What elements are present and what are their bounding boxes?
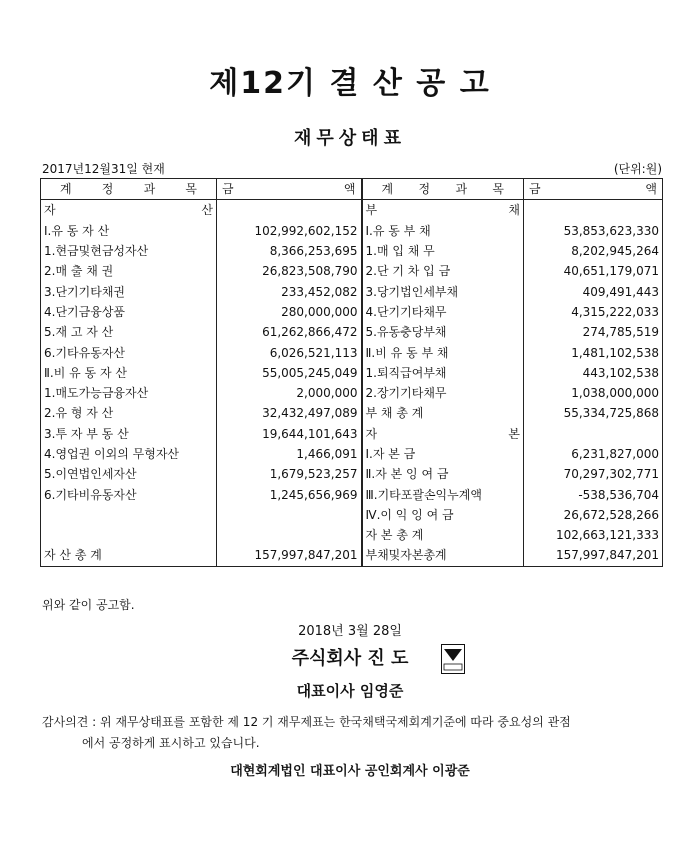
table-row xyxy=(41,261,663,281)
left-amount-cell: 2,000,000 xyxy=(217,383,362,403)
auditor-signature: 대현회계법인 대표이사 공인회계사 이광준 xyxy=(230,764,470,779)
section-label: 채 xyxy=(508,203,520,218)
right-account-cell: Ⅰ.자 본 금 xyxy=(362,444,524,464)
left-account-cell: 3.단기기타채권 xyxy=(41,281,217,301)
table-row xyxy=(41,545,663,566)
right-amount-cell: 26,672,528,266 xyxy=(524,505,663,525)
footnote: 위와 같이 공고함. xyxy=(42,598,135,612)
right-amount-cell: 443,102,538 xyxy=(524,363,663,383)
right-account-cell: 부채및자본총계 xyxy=(362,545,524,566)
company-name: 주식회사 진 도 xyxy=(291,648,409,669)
column-header-amount xyxy=(217,179,362,200)
right-amount-cell: 53,853,623,330 xyxy=(524,221,663,241)
right-amount-cell: 1,481,102,538 xyxy=(524,342,663,362)
left-account-cell: 자 산 총 계 xyxy=(41,545,217,566)
left-amount-cell: 1,679,523,257 xyxy=(217,464,362,484)
section-label: 부 xyxy=(365,203,378,218)
table-row xyxy=(41,363,663,383)
right-account-cell: 부 채 총 계 xyxy=(362,403,524,423)
header-char: 금 xyxy=(222,182,234,197)
company-seal-icon xyxy=(441,644,465,674)
right-amount-cell: 409,491,443 xyxy=(524,281,663,301)
audit-opinion-line-1: 감사의견 : 위 재무상태표를 포함한 제 12 기 재무제표는 한국채택국제회계기준에 따라 중요성의 관점 xyxy=(42,715,571,729)
left-account-cell xyxy=(41,505,217,525)
header-char: 계 xyxy=(60,182,72,197)
left-amount-cell xyxy=(217,525,362,545)
left-account-cell: 6.기타비유동자산 xyxy=(41,484,217,504)
right-account-cell xyxy=(362,200,524,221)
left-amount-cell: 32,432,497,089 xyxy=(217,403,362,423)
left-amount-cell: 233,452,082 xyxy=(217,281,362,301)
right-account-cell: 4.단기기타채무 xyxy=(362,302,524,322)
table-header-row xyxy=(41,179,663,200)
header-char: 계 xyxy=(381,182,394,197)
right-account-cell xyxy=(362,424,524,444)
table-row xyxy=(41,241,663,261)
left-amount-cell: 280,000,000 xyxy=(217,302,362,322)
table-row xyxy=(41,424,663,444)
left-account-cell: 5.재 고 자 산 xyxy=(41,322,217,342)
right-account-cell: 자 본 총 계 xyxy=(362,525,524,545)
left-amount-cell: 6,026,521,113 xyxy=(217,342,362,362)
left-account-cell: 4.영업권 이외의 무형자산 xyxy=(41,444,217,464)
header-char: 과 xyxy=(143,182,156,197)
right-amount-cell: 274,785,519 xyxy=(524,322,663,342)
table-row xyxy=(41,403,663,423)
right-amount-cell xyxy=(524,424,663,444)
left-amount-cell: 61,262,866,472 xyxy=(217,322,362,342)
table-row xyxy=(41,525,663,545)
left-account-cell: 5.이연법인세자산 xyxy=(41,464,217,484)
right-account-cell: 1.퇴직급여부채 xyxy=(362,363,524,383)
header-char: 정 xyxy=(101,182,114,197)
table-row xyxy=(41,484,663,504)
header-char: 액 xyxy=(343,182,356,197)
left-account-cell: 6.기타유동자산 xyxy=(41,342,217,362)
right-amount-cell: 1,038,000,000 xyxy=(524,383,663,403)
unit-label: (단위:원) xyxy=(613,162,662,176)
announcement-title: 제12기 결 산 공 고 xyxy=(209,66,491,101)
left-account-cell: 2.매 출 채 권 xyxy=(41,261,217,281)
right-amount-cell: 4,315,222,033 xyxy=(524,302,663,322)
table-row xyxy=(41,322,663,342)
right-account-cell: Ⅱ.비 유 동 부 채 xyxy=(362,342,524,362)
table-row xyxy=(41,342,663,362)
table-row xyxy=(41,281,663,301)
header-char: 목 xyxy=(492,182,504,197)
table-row xyxy=(41,444,663,464)
right-account-cell: 1.매 입 채 무 xyxy=(362,241,524,261)
as-of-date: 2017년12월31일 현재 xyxy=(42,162,165,176)
section-label: 산 xyxy=(201,203,213,218)
left-amount-cell: 55,005,245,049 xyxy=(217,363,362,383)
table-row xyxy=(41,302,663,322)
left-amount-cell xyxy=(217,505,362,525)
left-amount-cell: 102,992,602,152 xyxy=(217,221,362,241)
balance-sheet-table xyxy=(40,178,663,567)
left-amount-cell xyxy=(217,200,362,221)
left-account-cell: Ⅱ.비 유 동 자 산 xyxy=(41,363,217,383)
left-account-cell: Ⅰ.유 동 자 산 xyxy=(41,221,217,241)
table-row xyxy=(41,200,663,221)
audit-opinion-line-2: 에서 공정하게 표시하고 있습니다. xyxy=(82,736,260,750)
section-label: 본 xyxy=(508,426,520,441)
right-amount-cell: 157,997,847,201 xyxy=(524,545,663,566)
right-amount-cell: 8,202,945,264 xyxy=(524,241,663,261)
section-label: 자 xyxy=(44,203,56,218)
left-account-cell xyxy=(41,200,217,221)
right-amount-cell: 40,651,179,071 xyxy=(524,261,663,281)
header-char: 액 xyxy=(645,182,657,197)
announcement-date: 2018년 3월 28일 xyxy=(298,624,402,639)
right-amount-cell: 102,663,121,333 xyxy=(524,525,663,545)
left-amount-cell: 157,997,847,201 xyxy=(217,545,362,566)
header-char: 금 xyxy=(529,182,541,197)
right-account-cell: Ⅲ.기타포괄손익누계액 xyxy=(362,484,524,504)
left-account-cell: 3.투 자 부 동 산 xyxy=(41,424,217,444)
header-char: 과 xyxy=(455,182,468,197)
right-account-cell: 2.단 기 차 입 금 xyxy=(362,261,524,281)
header-char: 정 xyxy=(418,182,431,197)
left-account-cell: 1.현금및현금성자산 xyxy=(41,241,217,261)
right-amount-cell xyxy=(524,200,663,221)
right-amount-cell: 55,334,725,868 xyxy=(524,403,663,423)
right-amount-cell: 70,297,302,771 xyxy=(524,464,663,484)
column-header-account xyxy=(41,179,217,200)
left-account-cell: 1.매도가능금융자산 xyxy=(41,383,217,403)
section-label: 자 xyxy=(365,426,378,441)
left-account-cell: 4.단기금융상품 xyxy=(41,302,217,322)
table-row xyxy=(41,383,663,403)
statement-title: 재무상태표 xyxy=(294,128,406,149)
table-row xyxy=(41,505,663,525)
right-amount-cell: 6,231,827,000 xyxy=(524,444,663,464)
ceo-name: 대표이사 임영준 xyxy=(296,682,404,700)
left-account-cell: 2.유 형 자 산 xyxy=(41,403,217,423)
right-account-cell: 5.유동충당부채 xyxy=(362,322,524,342)
column-header-amount xyxy=(524,179,663,200)
right-account-cell: 2.장기기타채무 xyxy=(362,383,524,403)
table-row xyxy=(41,221,663,241)
right-amount-cell: -538,536,704 xyxy=(524,484,663,504)
table-row xyxy=(41,464,663,484)
right-account-cell: Ⅳ.이 익 잉 여 금 xyxy=(362,505,524,525)
left-amount-cell: 1,245,656,969 xyxy=(217,484,362,504)
left-amount-cell: 1,466,091 xyxy=(217,444,362,464)
right-account-cell: Ⅰ.유 동 부 채 xyxy=(362,221,524,241)
header-char: 목 xyxy=(185,182,197,197)
left-amount-cell: 8,366,253,695 xyxy=(217,241,362,261)
column-header-account xyxy=(362,179,524,200)
right-account-cell: Ⅱ.자 본 잉 여 금 xyxy=(362,464,524,484)
audit-opinion xyxy=(42,712,662,754)
left-account-cell xyxy=(41,525,217,545)
left-amount-cell: 26,823,508,790 xyxy=(217,261,362,281)
left-amount-cell: 19,644,101,643 xyxy=(217,424,362,444)
right-account-cell: 3.당기법인세부채 xyxy=(362,281,524,301)
